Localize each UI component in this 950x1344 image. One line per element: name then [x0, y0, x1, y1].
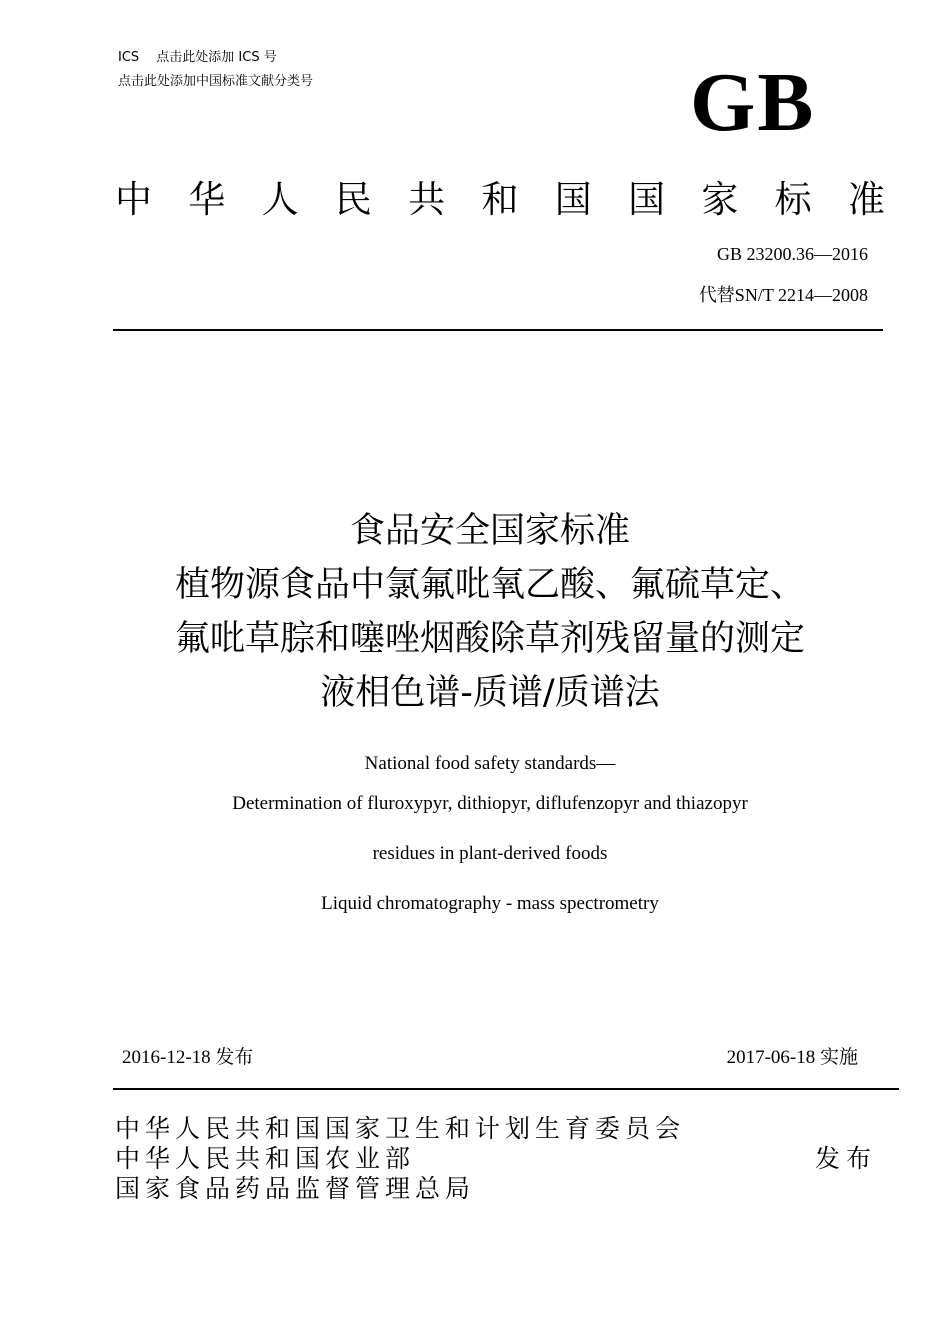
heading-char: 共 [408, 178, 446, 221]
issuer-line: 中华人民共和国国家卫生和计划生育委员会 [115, 1114, 686, 1143]
title-line: 液相色谱-质谱/质谱法 [320, 673, 660, 713]
heading-char: 人 [261, 178, 299, 221]
issuer-line: 中华人民共和国农业部 [115, 1144, 416, 1173]
heading-char: 家 [701, 178, 739, 221]
heading-char: 中 [115, 178, 152, 221]
heading-char: 民 [334, 178, 372, 221]
issuer-line: 国家食品药品监督管理总局 [115, 1174, 476, 1203]
title-line: 植物源食品中氯氟吡氧乙酸、氟硫草定、 [174, 565, 805, 605]
ics-number-line: ICS 点击此处添加 ICS 号 [118, 50, 277, 65]
standard-number: GB 23200.36—2016 [716, 244, 868, 264]
english-title-line: National food safety standards— [364, 753, 616, 774]
english-title-line: Determination of fluroxypyr, dithiopyr, diflufenzopyr and thiazopyr [232, 793, 748, 814]
issue-label: 发布 [815, 1144, 878, 1173]
classification-number-line: 点击此处添加中国标准文献分类号 [118, 74, 314, 89]
heading-char: 和 [481, 178, 519, 221]
top-divider [113, 329, 883, 331]
heading-char: 准 [847, 178, 885, 221]
chinese-title [60, 504, 920, 720]
national-standard-heading [115, 176, 885, 224]
english-title-line: residues in plant-derived foods [372, 843, 608, 864]
publish-date: 2016-12-18 发布 [122, 1047, 254, 1068]
heading-char: 国 [554, 178, 592, 221]
title-line: 食品安全国家标准 [349, 511, 630, 551]
heading-char: 国 [628, 178, 666, 221]
replaced-standard: 代替SN/T 2214—2008 [698, 285, 868, 305]
gb-logo: GB [690, 56, 816, 149]
bottom-divider [113, 1088, 899, 1090]
title-line: 氟吡草腙和噻唑烟酸除草剂残留量的测定 [174, 619, 805, 659]
english-title-line: Liquid chromatography - mass spectrometry [321, 893, 659, 914]
implementation-date: 2017-06-18 实施 [726, 1047, 858, 1068]
heading-char: 华 [188, 178, 226, 221]
english-title [60, 753, 920, 915]
heading-char: 标 [774, 178, 812, 221]
